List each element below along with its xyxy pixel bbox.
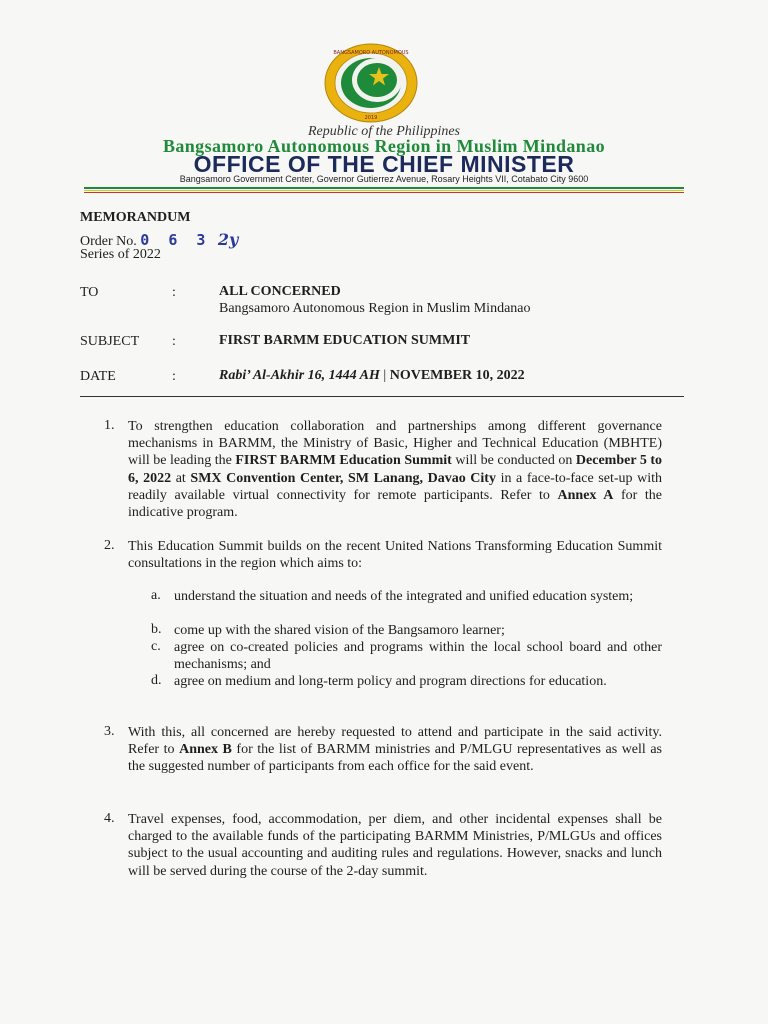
date-value [219,368,525,384]
to-colon: : [172,285,176,300]
list-item-a: understand the situation and needs of the integrated and unified education system; [174,589,634,604]
para-4: Travel expenses, food, accommodation, per diem, and other incidental expenses shall be charged to the available funds of the participating BARMM Ministries, P/MLGUs and offices subject to the usual accounting and auditing rules and regulations. However, snacks and lunch will be served during the course of the 2-day summit. [128,812,662,879]
para-3-text-c: for the list of BARMM ministries and P/MLGU representatives as well as the suggested number of participants from each office for the said event. [128,742,663,775]
svg-text:2019: 2019 [364,115,378,121]
to-label: TO [80,285,99,300]
para-1 [128,418,662,521]
list-item-c-letter: c. [151,639,161,654]
para-1-dates: December 5 to 6, 2022 [128,453,662,486]
subject-value: FIRST BARMM EDUCATION SUMMIT [219,333,471,348]
svg-text:BANGSAMORO AUTONOMOUS: BANGSAMORO AUTONOMOUS [333,50,409,56]
to-value: ALL CONCERNED [219,284,341,299]
to-value-region: Bangsamoro Autonomous Region in Muslim Mindanao [219,301,531,316]
para-4-number: 4. [104,811,115,826]
para-1-annex-a: Annex A [557,487,614,503]
region-name: Bangsamoro Autonomous Region in Muslim Mindanao [162,136,606,156]
office-title: OFFICE OF THE CHIEF MINISTER [193,151,575,177]
date-label: DATE [80,369,116,384]
para-2: This Education Summit builds on the recent United Nations Transforming Education Summit consultations in the region which aims to: [128,539,662,572]
para-1-venue: SMX Convention Center, SM Lanang, Davao City [190,470,496,486]
para-1-text-i: for the indicative program. [128,487,663,521]
para-1-text-c: will be conducted on [451,453,576,469]
para-3-annex-b: Annex B [179,742,232,758]
memo-title: MEMORANDUM [80,210,191,225]
para-3-text-a: With this, all concerned are hereby requested to attend and participate in the said activity. Refer to [128,725,662,758]
date-separator: | [379,368,390,383]
para-1-summit-name: FIRST BARMM Education Summit [235,453,452,469]
list-item-a-letter: a. [151,588,161,603]
date-hijri: Rabi’ Al-Akhir 16, 1444 AH [219,368,380,383]
date-gregorian: NOVEMBER 10, 2022 [389,368,525,383]
list-item-c: agree on co-created policies and programs within the local school board and other mechanisms; and [174,640,662,673]
order-suffix-handwritten: 2y [217,230,239,249]
subject-label: SUBJECT [80,334,140,349]
header-rule-red [84,192,684,194]
list-item-b-letter: b. [151,622,162,637]
series-line: Series of 2022 [80,247,161,262]
office-address: Bangsamoro Government Center, Governor Gutierrez Avenue, Rosary Heights VII, Cotabato City 9600 [179,174,589,184]
para-1-text-e: at [171,470,191,486]
para-3-number: 3. [104,724,115,739]
para-3 [128,724,662,776]
para-1-text-a: To strengthen education collaboration and partnerships among different governance mechanisms in BARMM, the Ministry of Basic, Higher and Technical Education (MBHTE) will be leading the [128,419,662,469]
para-1-number: 1. [104,418,115,433]
barmm-seal-logo [323,42,419,124]
republic-line: Republic of the Philippines [307,124,461,139]
date-colon: : [172,369,176,384]
divider-line [80,396,684,397]
para-1-text-g: in a face-to-face set-up with readily available virtual connectivity for remote participants. Refer to [128,470,662,503]
para-2-number: 2. [104,538,115,553]
subject-colon: : [172,334,176,349]
list-item-d-letter: d. [151,673,162,688]
order-label: Order No. [80,234,137,249]
list-item-d: agree on medium and long-term policy and program directions for education. [174,674,607,689]
list-item-b: come up with the shared vision of the Bangsamoro learner; [174,623,505,638]
order-number: 0 6 3 [140,231,211,249]
